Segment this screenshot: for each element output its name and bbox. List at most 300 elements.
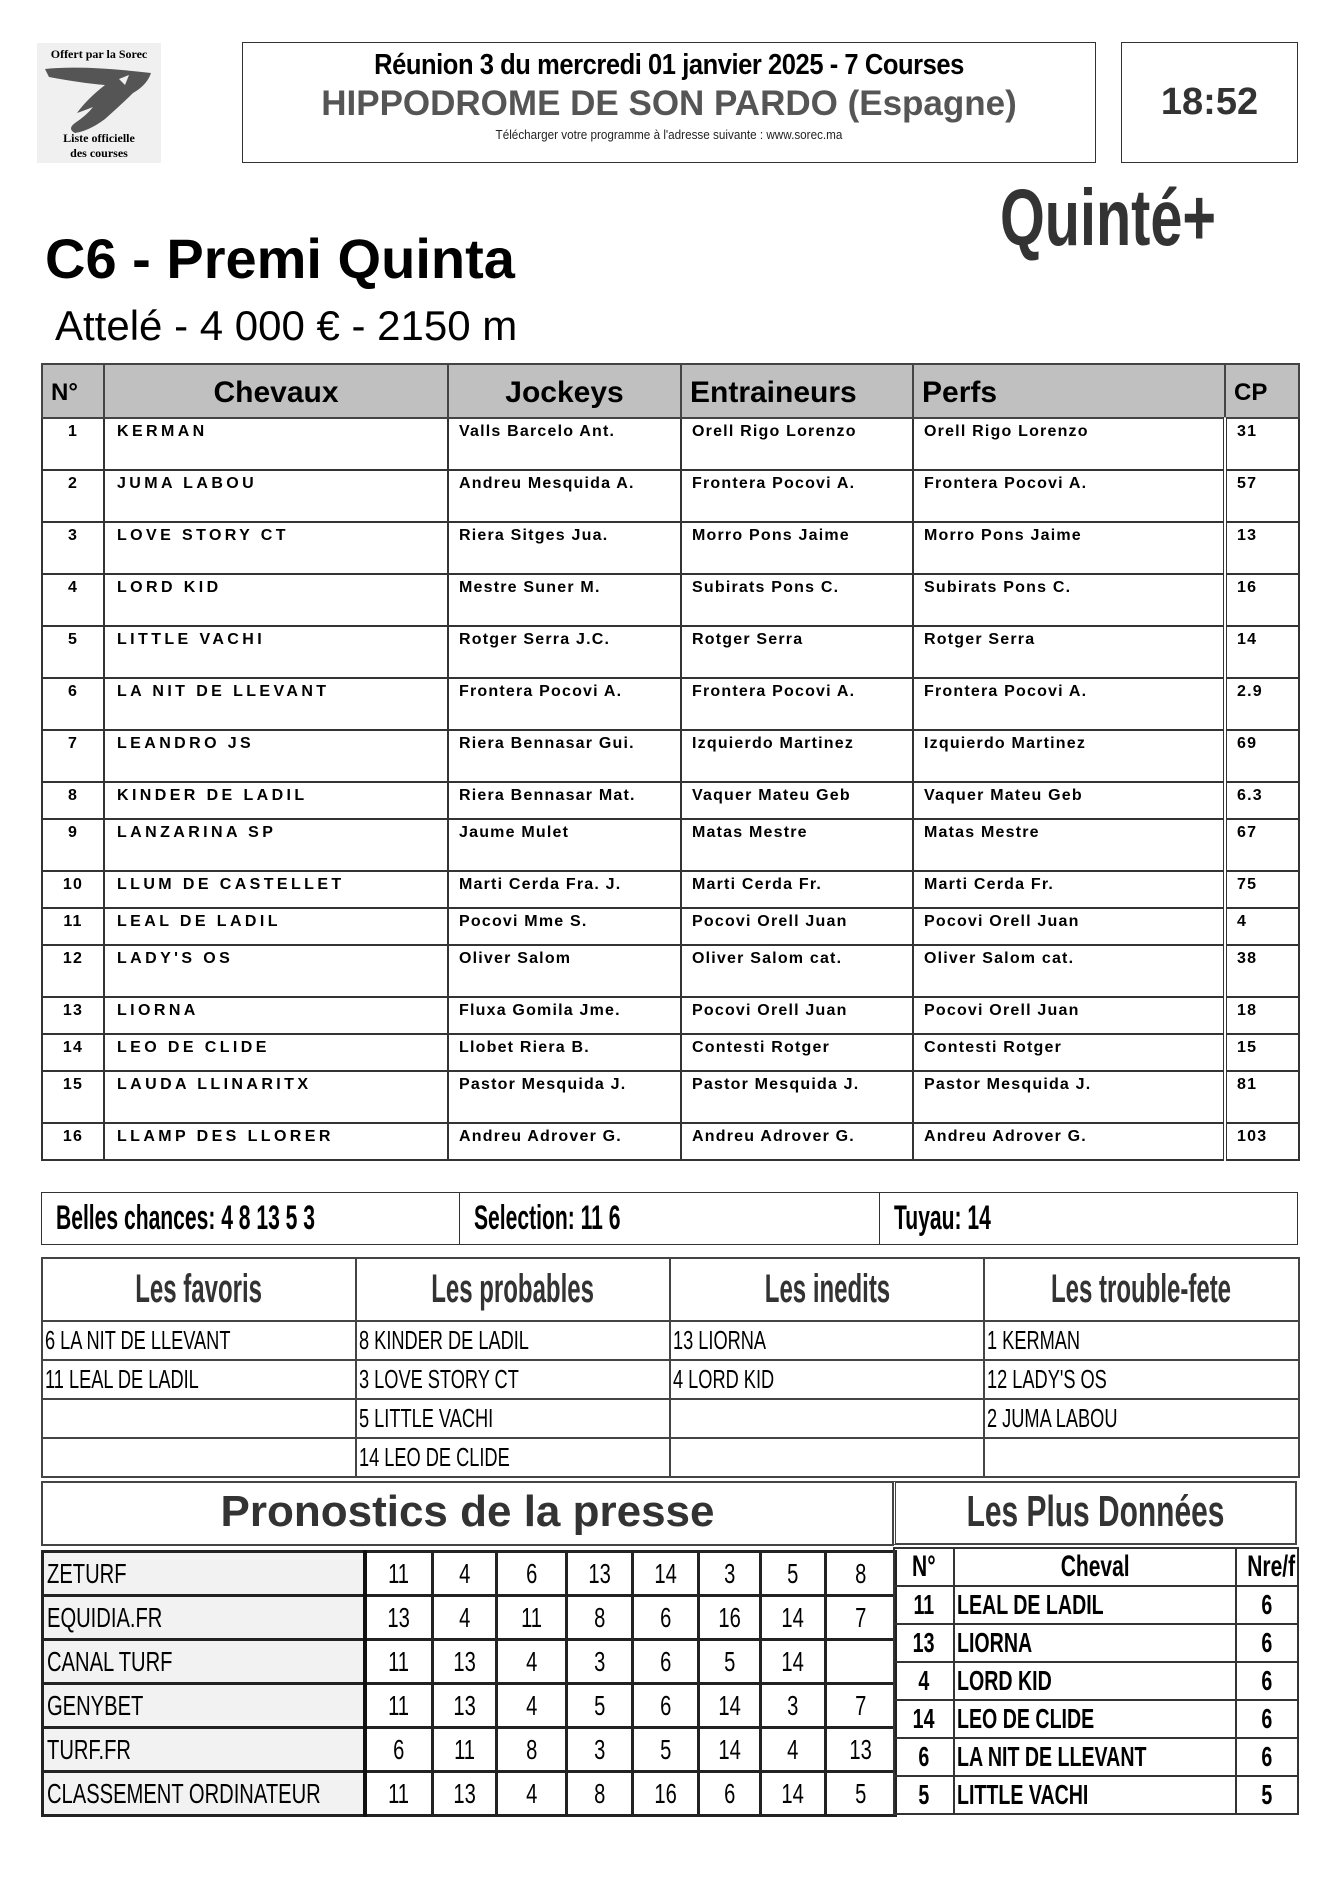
runner-row: [42, 819, 1299, 871]
trouble-fete-entry: [984, 1438, 1299, 1477]
press-pick: [633, 1728, 699, 1772]
runner-number: 14: [42, 1034, 104, 1071]
cp-value: 18: [1225, 997, 1299, 1034]
press-pick: [365, 1640, 433, 1684]
cp-value: 38: [1225, 945, 1299, 997]
horse-name: LANZARINA SP: [104, 819, 448, 871]
trainer-name: Subirats Pons C.: [681, 574, 913, 626]
press-pick: [365, 1684, 433, 1728]
press-pick-number: 6: [659, 1645, 672, 1677]
inedits-entry: [670, 1399, 984, 1438]
category-row: [42, 1321, 1299, 1360]
press-source-name: ZETURF: [47, 1557, 127, 1589]
trainer-name: Orell Rigo Lorenzo: [681, 418, 913, 470]
pd-horse-name-text: LORD KID: [957, 1665, 1052, 1696]
press-source: [43, 1552, 365, 1596]
press-pick: [633, 1596, 699, 1640]
pd-number-text: 11: [913, 1589, 935, 1620]
pd-count: [1236, 1586, 1298, 1624]
jockey-name: Andreu Adrover G.: [448, 1123, 681, 1160]
plus-donnees-title-text: Les Plus Données: [966, 1487, 1225, 1536]
press-pick: [826, 1596, 896, 1640]
pd-horse-name: [954, 1586, 1236, 1624]
probables-entry-text: 5 LITTLE VACHI: [359, 1403, 494, 1433]
jockey-name: Fluxa Gomila Jme.: [448, 997, 681, 1034]
selection: [460, 1193, 880, 1244]
probables-entry: [356, 1321, 670, 1360]
cp-value: 14: [1225, 626, 1299, 678]
runner-number: 8: [42, 782, 104, 819]
pd-count-text: 6: [1261, 1589, 1273, 1620]
press-pick-number: 5: [723, 1645, 736, 1677]
logo-bottom-text: [37, 131, 161, 161]
press-source-name: GENYBET: [47, 1689, 144, 1721]
runner-number: 11: [42, 908, 104, 945]
meeting-title: Réunion 3 du mercredi 01 janvier 2025 - 7 Courses: [374, 49, 964, 81]
press-pick-number: 11: [454, 1733, 475, 1765]
runner-number: 10: [42, 871, 104, 908]
press-pick: [433, 1596, 497, 1640]
press-pick-number: 14: [781, 1777, 805, 1809]
favoris-entry: [42, 1360, 356, 1399]
horse-name: LA NIT DE LLEVANT: [104, 678, 448, 730]
venue-title: HIPPODROME DE SON PARDO (Espagne): [321, 84, 1017, 123]
col-header-trainers: Entraineurs: [681, 364, 913, 418]
pd-count-text: 6: [1261, 1665, 1273, 1696]
press-pick: [633, 1684, 699, 1728]
trainer-name: Marti Cerda Fr.: [681, 871, 913, 908]
press-source-name: CLASSEMENT ORDINATEUR: [47, 1777, 321, 1809]
col-header-inedits: [670, 1258, 984, 1321]
jockey-name: Llobet Riera B.: [448, 1034, 681, 1071]
perfs-value: Andreu Adrover G.: [913, 1123, 1225, 1160]
press-pick: [567, 1640, 633, 1684]
perfs-value: Orell Rigo Lorenzo: [913, 418, 1225, 470]
trainer-name: Oliver Salom cat.: [681, 945, 913, 997]
col-header-jockeys: Jockeys: [448, 364, 681, 418]
press-source-name: EQUIDIA.FR: [47, 1601, 163, 1633]
press-pick-number: 14: [718, 1689, 741, 1721]
press-row: [43, 1596, 896, 1640]
plus-donnees-row: [894, 1624, 1298, 1662]
press-source: [43, 1684, 365, 1728]
favoris-entry: [42, 1438, 356, 1477]
trainer-name: Frontera Pocovi A.: [681, 678, 913, 730]
runner-row: [42, 945, 1299, 997]
press-pick-number: 5: [854, 1777, 867, 1809]
jockey-name: Pastor Mesquida J.: [448, 1071, 681, 1123]
plus-donnees-row: [894, 1738, 1298, 1776]
press-pick-number: 16: [654, 1777, 677, 1809]
runner-row: [42, 782, 1299, 819]
runner-number: 5: [42, 626, 104, 678]
press-pick-number: 8: [854, 1557, 867, 1589]
jockey-name: Frontera Pocovi A.: [448, 678, 681, 730]
press-pick-number: 16: [718, 1601, 741, 1633]
cp-value: 16: [1225, 574, 1299, 626]
press-pick: [761, 1772, 826, 1816]
pd-number: [894, 1624, 954, 1662]
perfs-value: Matas Mestre: [913, 819, 1225, 871]
press-pick-number: 3: [593, 1733, 606, 1765]
cp-value: 67: [1225, 819, 1299, 871]
press-pick-number: 11: [388, 1777, 410, 1809]
press-pick-number: 4: [787, 1733, 799, 1765]
press-pick: [699, 1596, 761, 1640]
favoris-entry-text: 11 LEAL DE LADIL: [45, 1364, 199, 1394]
press-pick-number: 13: [588, 1557, 611, 1589]
plus-donnees-row: [894, 1776, 1298, 1814]
press-pick-number: 14: [654, 1557, 677, 1589]
press-pick: [761, 1640, 826, 1684]
favoris-entry: [42, 1321, 356, 1360]
pd-col-count: [1236, 1548, 1298, 1586]
pd-number: [894, 1662, 954, 1700]
press-source: [43, 1596, 365, 1640]
probables-entry-text: 14 LEO DE CLIDE: [359, 1442, 510, 1472]
press-pick-number: 5: [593, 1689, 606, 1721]
press-pick: [699, 1772, 761, 1816]
press-pick: [433, 1552, 497, 1596]
runner-number: 16: [42, 1123, 104, 1160]
cp-value: 75: [1225, 871, 1299, 908]
press-pick: [699, 1552, 761, 1596]
press-pick-number: 14: [781, 1601, 805, 1633]
col-header-probables: [356, 1258, 670, 1321]
runners-table: [41, 363, 1300, 1161]
press-row: [43, 1552, 896, 1596]
horse-name: LEAL DE LADIL: [104, 908, 448, 945]
cp-value: 15: [1225, 1034, 1299, 1071]
horse-name: LEO DE CLIDE: [104, 1034, 448, 1071]
press-pick: [497, 1728, 567, 1772]
download-note: Télécharger votre programme à l'adresse suivante : www.sorec.ma: [495, 127, 843, 142]
jockey-name: Riera Bennasar Gui.: [448, 730, 681, 782]
press-pick-number: 4: [525, 1777, 538, 1809]
belles-chances-text: Belles chances: 4 8 13 5 3: [56, 1199, 315, 1237]
trainer-name: Morro Pons Jaime: [681, 522, 913, 574]
perfs-value: Vaquer Mateu Geb: [913, 782, 1225, 819]
probables-entry-text: 8 KINDER DE LADIL: [359, 1325, 529, 1355]
press-source: [43, 1640, 365, 1684]
pd-col-count-label: Nre/f: [1247, 1550, 1296, 1583]
runner-number: 15: [42, 1071, 104, 1123]
pd-number-text: 14: [913, 1703, 935, 1734]
pd-horse-name-text: LEAL DE LADIL: [957, 1589, 1104, 1620]
press-pick: [699, 1640, 761, 1684]
jockey-name: Marti Cerda Fra. J.: [448, 871, 681, 908]
cp-value: 103: [1225, 1123, 1299, 1160]
press-pick-number: 14: [718, 1733, 741, 1765]
perfs-value: Pastor Mesquida J.: [913, 1071, 1225, 1123]
pd-number-text: 4: [918, 1665, 930, 1696]
press-pick-number: 13: [453, 1645, 476, 1677]
probables-entry: [356, 1360, 670, 1399]
trainer-name: Matas Mestre: [681, 819, 913, 871]
press-pick-number: 13: [849, 1733, 872, 1765]
runner-number: 13: [42, 997, 104, 1034]
horse-name: KINDER DE LADIL: [104, 782, 448, 819]
press-pick-number: 13: [453, 1777, 476, 1809]
horse-name: LADY'S OS: [104, 945, 448, 997]
pd-count: [1236, 1624, 1298, 1662]
press-pick-number: 3: [723, 1557, 736, 1589]
press-pick-number: 7: [854, 1689, 867, 1721]
jockey-name: Oliver Salom: [448, 945, 681, 997]
pd-count-text: 6: [1261, 1703, 1273, 1734]
trouble-fete-entry: [984, 1399, 1299, 1438]
perfs-value: Frontera Pocovi A.: [913, 678, 1225, 730]
press-pick: [826, 1552, 896, 1596]
inedits-entry-text: 13 LIORNA: [673, 1325, 767, 1355]
logo-line-2: des courses: [70, 146, 128, 160]
press-pick: [826, 1728, 896, 1772]
pd-col-horse: [954, 1548, 1236, 1586]
trainer-name: Pocovi Orell Juan: [681, 908, 913, 945]
col-header-favoris: [42, 1258, 356, 1321]
press-pick: [761, 1596, 826, 1640]
press-pick-number: 7: [854, 1601, 867, 1633]
press-pick: [433, 1728, 497, 1772]
runner-number: 7: [42, 730, 104, 782]
press-pick: [433, 1772, 497, 1816]
jockey-name: Andreu Mesquida A.: [448, 470, 681, 522]
press-pick: [826, 1684, 896, 1728]
press-pick: [761, 1552, 826, 1596]
press-pick-number: 14: [781, 1645, 805, 1677]
press-pick-number: 6: [659, 1601, 672, 1633]
logo-top-text: Offert par la Sorec: [50, 47, 148, 61]
trainer-name: Pocovi Orell Juan: [681, 997, 913, 1034]
pd-horse-name-text: LEO DE CLIDE: [957, 1703, 1095, 1734]
horse-name: KERMAN: [104, 418, 448, 470]
pd-number: [894, 1776, 954, 1814]
runner-row: [42, 871, 1299, 908]
press-pick-number: 11: [388, 1557, 410, 1589]
runners-header-row: [42, 364, 1299, 418]
runner-number: 6: [42, 678, 104, 730]
race-title: C6 - Premi Quinta: [45, 227, 515, 290]
trainer-name: Rotger Serra: [681, 626, 913, 678]
inedits-entry: [670, 1360, 984, 1399]
perfs-value: Pocovi Orell Juan: [913, 997, 1225, 1034]
col-header-perfs: Perfs: [913, 364, 1225, 418]
categories-header-row: [42, 1258, 1299, 1321]
trouble-fete-entry: [984, 1360, 1299, 1399]
press-pick-number: 6: [659, 1689, 672, 1721]
trainer-name: Contesti Rotger: [681, 1034, 913, 1071]
horse-name: LLUM DE CASTELLET: [104, 871, 448, 908]
press-pick-number: 4: [525, 1645, 538, 1677]
trainer-name: Izquierdo Martinez: [681, 730, 913, 782]
cp-value: 13: [1225, 522, 1299, 574]
press-pick: [365, 1772, 433, 1816]
probables-entry: [356, 1399, 670, 1438]
trainer-name: Andreu Adrover G.: [681, 1123, 913, 1160]
horse-name: LIORNA: [104, 997, 448, 1034]
press-pick: [826, 1640, 896, 1684]
runner-row: [42, 470, 1299, 522]
press-pick: [826, 1772, 896, 1816]
press-pick: [567, 1728, 633, 1772]
press-source: [43, 1728, 365, 1772]
col-header-horses: Chevaux: [104, 364, 448, 418]
pd-horse-name: [954, 1738, 1236, 1776]
press-pick-number: 3: [593, 1645, 606, 1677]
pd-number: [894, 1700, 954, 1738]
horse-name: LEANDRO JS: [104, 730, 448, 782]
pd-number: [894, 1738, 954, 1776]
press-pick-number: 8: [593, 1601, 606, 1633]
horse-name: LAUDA LLINARITX: [104, 1071, 448, 1123]
inedits-entry: [670, 1321, 984, 1360]
perfs-value: Marti Cerda Fr.: [913, 871, 1225, 908]
press-pick: [497, 1596, 567, 1640]
runner-row: [42, 997, 1299, 1034]
runner-row: [42, 1071, 1299, 1123]
press-pick: [497, 1772, 567, 1816]
plus-donnees-header-row: [894, 1548, 1298, 1586]
jockey-name: Valls Barcelo Ant.: [448, 418, 681, 470]
press-pick-number: 11: [388, 1689, 410, 1721]
perfs-value: Oliver Salom cat.: [913, 945, 1225, 997]
pd-count: [1236, 1738, 1298, 1776]
pd-number-text: 13: [913, 1627, 935, 1658]
pd-horse-name: [954, 1700, 1236, 1738]
cp-value: 2.9: [1225, 678, 1299, 730]
press-pick-number: 5: [787, 1557, 799, 1589]
selection-text: Selection: 11 6: [474, 1199, 621, 1237]
trainer-name: Frontera Pocovi A.: [681, 470, 913, 522]
pd-horse-name: [954, 1776, 1236, 1814]
horse-head-logo-icon: [43, 63, 155, 135]
runner-number: 3: [42, 522, 104, 574]
sorec-logo: [37, 43, 161, 163]
categories-table: [41, 1257, 1300, 1478]
press-pick-number: 11: [388, 1645, 410, 1677]
press-pick: [567, 1772, 633, 1816]
press-pick: [699, 1684, 761, 1728]
runner-number: 9: [42, 819, 104, 871]
press-source-name: TURF.FR: [47, 1733, 131, 1765]
press-pick: [365, 1596, 433, 1640]
pd-horse-name-text: LA NIT DE LLEVANT: [957, 1741, 1147, 1772]
trainer-name: Pastor Mesquida J.: [681, 1071, 913, 1123]
tips-bar: [41, 1192, 1298, 1245]
horse-name: LOVE STORY CT: [104, 522, 448, 574]
trainer-name: Vaquer Mateu Geb: [681, 782, 913, 819]
col-header-trouble-fete: [984, 1258, 1299, 1321]
runner-row: [42, 626, 1299, 678]
press-pick: [567, 1552, 633, 1596]
pd-col-num: [894, 1548, 954, 1586]
belles-chances: [42, 1193, 460, 1244]
trouble-fete-entry-text: 2 JUMA LABOU: [987, 1403, 1118, 1433]
tuyau: [880, 1193, 1297, 1244]
pd-horse-name: [954, 1662, 1236, 1700]
probables-entry: [356, 1438, 670, 1477]
cp-value: 6.3: [1225, 782, 1299, 819]
press-pick-number: 6: [525, 1557, 538, 1589]
trouble-fete-entry: [984, 1321, 1299, 1360]
pd-horse-name-text: LITTLE VACHI: [957, 1779, 1089, 1810]
press-pick: [761, 1684, 826, 1728]
press-pick: [567, 1684, 633, 1728]
pd-count: [1236, 1776, 1298, 1814]
press-pick: [365, 1728, 433, 1772]
category-row: [42, 1438, 1299, 1477]
race-conditions: Attelé - 4 000 € - 2150 m: [55, 302, 518, 349]
jockey-name: Riera Sitges Jua.: [448, 522, 681, 574]
favoris-entry-text: 6 LA NIT DE LLEVANT: [45, 1325, 231, 1355]
press-title: Pronostics de la presse: [41, 1481, 894, 1546]
pd-horse-name-text: LIORNA: [957, 1627, 1033, 1658]
cp-value: 81: [1225, 1071, 1299, 1123]
runner-row: [42, 418, 1299, 470]
cp-value: 31: [1225, 418, 1299, 470]
favoris-label: Les favoris: [135, 1267, 263, 1311]
runner-row: [42, 522, 1299, 574]
runner-number: 12: [42, 945, 104, 997]
horse-name: JUMA LABOU: [104, 470, 448, 522]
logo-line-1: Liste officielle: [63, 131, 135, 145]
horse-name: LORD KID: [104, 574, 448, 626]
col-header-cp: CP: [1225, 364, 1299, 418]
jockey-name: Jaume Mulet: [448, 819, 681, 871]
press-pick-number: 13: [453, 1689, 476, 1721]
press-pick-number: 8: [593, 1777, 606, 1809]
press-row: [43, 1772, 896, 1816]
runner-row: [42, 1123, 1299, 1160]
perfs-value: Frontera Pocovi A.: [913, 470, 1225, 522]
plus-donnees-row: [894, 1700, 1298, 1738]
race-time: 18:52: [1121, 42, 1298, 163]
perfs-value: Rotger Serra: [913, 626, 1225, 678]
perfs-value: Pocovi Orell Juan: [913, 908, 1225, 945]
col-header-num: N°: [42, 364, 104, 418]
press-predictions-table: [41, 1550, 897, 1817]
pd-number-text: 5: [918, 1779, 930, 1810]
pd-count: [1236, 1700, 1298, 1738]
cp-value: 4: [1225, 908, 1299, 945]
press-pick: [433, 1684, 497, 1728]
runner-row: [42, 730, 1299, 782]
press-pick: [365, 1552, 433, 1596]
press-pick: [633, 1772, 699, 1816]
press-pick: [633, 1552, 699, 1596]
inedits-entry-text: 4 LORD KID: [673, 1364, 775, 1394]
press-pick-number: 6: [393, 1733, 405, 1765]
press-pick-number: 4: [458, 1557, 471, 1589]
jockey-name: Pocovi Mme S.: [448, 908, 681, 945]
trouble-fete-label: Les trouble-fete: [1051, 1267, 1232, 1311]
horse-name: LITTLE VACHI: [104, 626, 448, 678]
category-row: [42, 1399, 1299, 1438]
press-pick: [567, 1596, 633, 1640]
press-row: [43, 1728, 896, 1772]
runner-row: [42, 678, 1299, 730]
category-row: [42, 1360, 1299, 1399]
press-source: [43, 1772, 365, 1816]
pd-count: [1236, 1662, 1298, 1700]
runner-row: [42, 1034, 1299, 1071]
press-pick-number: 4: [525, 1689, 538, 1721]
press-pick-number: 11: [521, 1601, 542, 1633]
press-pick-number: 13: [387, 1601, 410, 1633]
press-pick: [699, 1728, 761, 1772]
jockey-name: Rotger Serra J.C.: [448, 626, 681, 678]
cp-value: 69: [1225, 730, 1299, 782]
